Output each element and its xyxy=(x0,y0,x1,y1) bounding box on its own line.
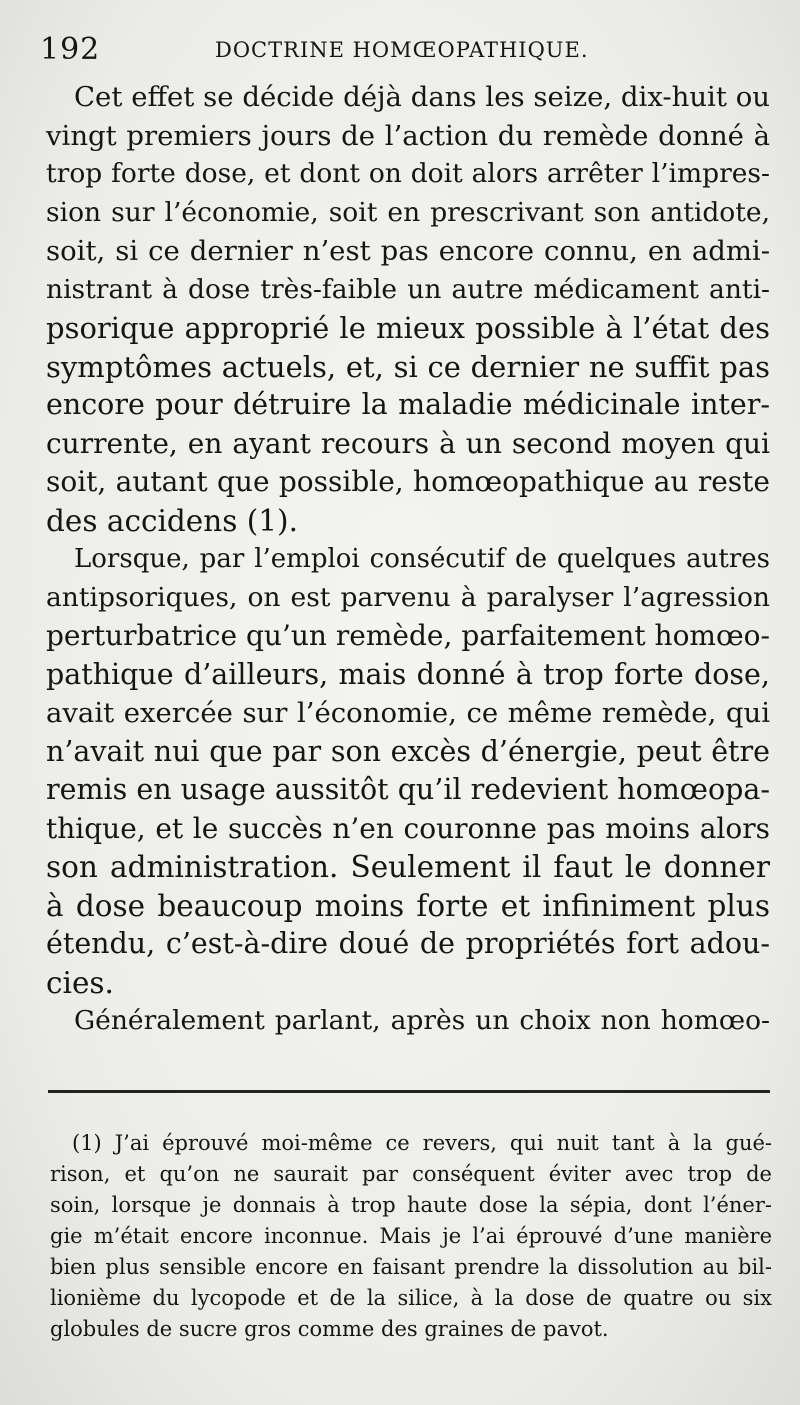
text-line: soit, autant que possible, homœopathique au reste xyxy=(46,465,770,498)
text-line: Généralement parlant, après un choix non homœo- xyxy=(74,1005,770,1036)
text-line: pathique d’ailleurs, mais donné à trop forte dose, xyxy=(46,657,770,691)
text-line: trop forte dose, et dont on doit alors arrêter l’impres- xyxy=(46,158,770,189)
text-line: avait exercée sur l’économie, ce même remède, qui xyxy=(46,697,770,729)
text-line: cies. xyxy=(46,965,114,1000)
footnote-line: rison, et qu’on ne saurait par conséquent éviter avec trop de xyxy=(50,1162,772,1186)
text-line: perturbatrice qu’un remède, parfaitement homœo- xyxy=(46,619,770,652)
footnote-line: lionième du lycopode et de la silice, à la dose de quatre ou six xyxy=(50,1286,772,1310)
text-line: psorique approprié le mieux possible à l’état des xyxy=(46,311,770,345)
text-line: symptômes actuels, et, si ce dernier ne suffit pas xyxy=(46,349,770,384)
text-line: antipsoriques, on est parvenu à paralyser l’agression xyxy=(46,581,770,613)
text-line: thique, et le succès n’en couronne pas moins alors xyxy=(46,811,770,845)
text-line: Lorsque, par l’emploi consécutif de quelques autres xyxy=(74,544,770,574)
text-line: sion sur l’économie, soit en prescrivant son antidote, xyxy=(46,196,770,228)
text-line: n’avait nui que par son excès d’énergie, peut être xyxy=(46,734,770,768)
text-line: currente, en ayant recours à un second moyen qui xyxy=(46,426,770,460)
page-header xyxy=(40,30,770,70)
running-head: DOCTRINE HOMŒOPATHIQUE. xyxy=(215,38,589,62)
footnote-line: bien plus sensible encore en faisant prendre la dissolution au bil- xyxy=(50,1255,772,1279)
text-line: encore pour détruire la maladie médicinale inter- xyxy=(46,388,770,421)
footnote-separator xyxy=(48,1090,770,1093)
footnote-line: soin, lorsque je donnais à trop haute dose la sépia, dont l’éner- xyxy=(50,1193,772,1217)
text-line: à dose beaucoup moins forte et infiniment plus xyxy=(46,888,770,923)
text-line: nistrant à dose très-faible un autre médicament anti- xyxy=(46,273,770,305)
footnote-line: gie m’était encore inconnue. Mais je l’ai éprouvé d’une manière xyxy=(50,1224,772,1248)
text-line: Cet effet se décide déjà dans les seize, dix-huit ou xyxy=(74,81,770,113)
text-line: des accidens (1). xyxy=(46,503,298,538)
footnote-line: (1) J’ai éprouvé moi-même ce revers, qui nuit tant à la gué- xyxy=(72,1131,772,1155)
text-line: étendu, c’est-à-dire doué de propriétés fort adou- xyxy=(46,927,770,960)
footnote-line: globules de sucre gros comme des graines de pavot. xyxy=(50,1317,609,1341)
page-number: 192 xyxy=(40,32,101,67)
text-line: son administration. Seulement il faut le donner xyxy=(46,850,770,884)
text-line: vingt premiers jours de l’action du remède donné à xyxy=(46,119,770,152)
text-line: remis en usage aussitôt qu’il redevient homœopa- xyxy=(46,773,770,806)
text-line: soit, si ce dernier n’est pas encore connu, en admi- xyxy=(46,235,770,267)
